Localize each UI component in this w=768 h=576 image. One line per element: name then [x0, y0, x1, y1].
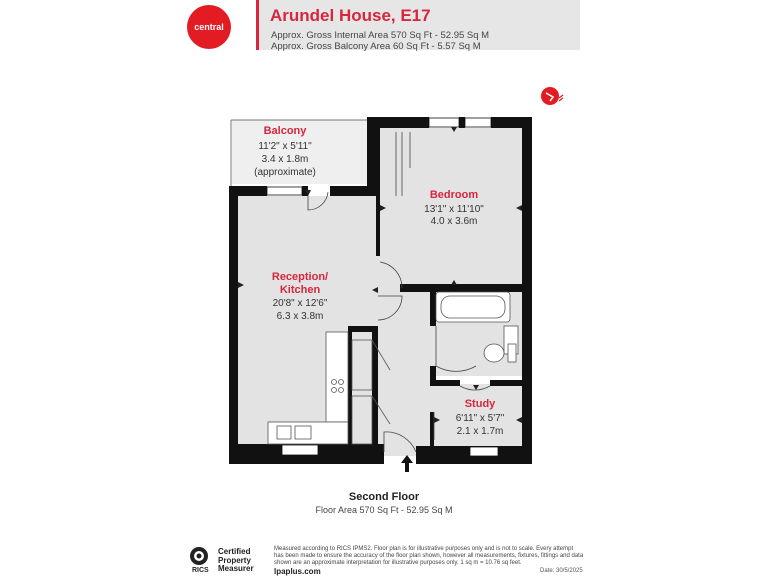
entrance-arrow [401, 455, 413, 472]
reception-metric: 6.3 x 3.8m [276, 311, 324, 322]
study-imperial: 6'11" x 5'7" [455, 413, 505, 424]
floor-title: Second Floor [348, 491, 420, 503]
balcony-imperial: 11'2" x 5'11" [258, 141, 312, 152]
reception-imperial: 20'8" x 12'6" [272, 298, 328, 309]
website-link[interactable]: lpaplus.com [274, 567, 321, 576]
logo-text: central [194, 22, 224, 32]
floor-area: Floor Area 570 Sq Ft - 52.95 Sq M [315, 505, 453, 515]
balcony-metric: 3.4 x 1.8m [261, 154, 309, 165]
study-label: Study [464, 398, 496, 410]
page-title: Arundel House, E17 [270, 6, 431, 25]
balcony-note: (approximate) [254, 167, 316, 178]
balcony-label: Balcony [263, 125, 307, 137]
disclaimer-text: Measured according to RICS IPMS2. Floor plan is for illustrative purposes only and is not to scale. Every attempt has been made to ensure the accuracy of the floor plan shown, however all measurements, fixtures, fittings and data shown are an approximate interpretation for illustrative purposes only. 1 sq m = 10.76 sq feet. [274, 546, 584, 566]
reception-label: Reception/ Kitchen [271, 271, 329, 296]
date-text: Date: 30/5/2025 [540, 568, 583, 574]
bedroom-imperial: 13'1" x 11'10" [424, 204, 484, 215]
bedroom-label: Bedroom [429, 189, 479, 201]
bedroom-metric: 4.0 x 3.6m [430, 216, 478, 227]
study-metric: 2.1 x 1.7m [456, 426, 504, 437]
certified-measurer-text: Certified Property Measurer [218, 547, 254, 573]
internal-area-text: Approx. Gross Internal Area 570 Sq Ft - 52.95 Sq M [271, 30, 490, 41]
rics-text: RICS [192, 567, 209, 574]
balcony-area-text: Approx. Gross Balcony Area 60 Sq Ft - 5.57 Sq M [271, 41, 481, 52]
